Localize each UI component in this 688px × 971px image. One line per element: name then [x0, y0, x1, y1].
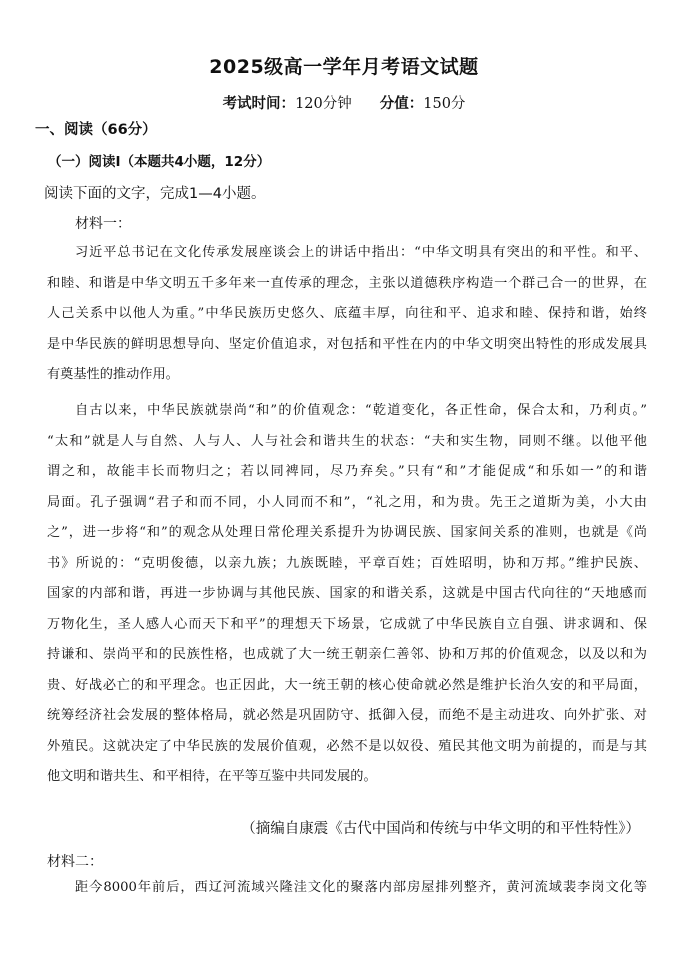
text-line: 距今8000年前后，西辽河流域兴隆洼文化的聚落内部房屋排列整齐，黄河流域裴李岗文化等: [75, 880, 647, 895]
text-line: 是中华民族的鲜明思想导向、坚定价值追求，对包括和平性在内的中华文明突出特性的形成发展具: [47, 336, 647, 352]
text-line: 外殖民。这就决定了中华民族的发展价值观，必然不是以奴役、殖民其他文明为前提的，而是与其: [47, 738, 647, 754]
time-label: 考试时间：: [222, 95, 296, 112]
text-line: 书》所说的：“克明俊德，以亲九族；九族既睦，平章百姓；百姓昭明，协和万邦。”维护民族、: [47, 555, 647, 571]
material-one-paragraph-1: [47, 238, 647, 391]
subsection-heading: （一）阅读Ⅰ（本题共4小题，12分）: [48, 154, 271, 170]
text-line: 统筹经济社会发展的整体格局，就必然是巩固防守、抵御入侵，而绝不是主动进攻、向外扩张、对: [47, 708, 647, 723]
material-one-label: 材料一：: [75, 216, 131, 232]
text-line: “太和”就是人与自然、人与人、人与社会和谐共生的状态：“夫和实生物，同则不继。以他平他: [47, 433, 647, 449]
text-line: 之”，进一步将“和”的观念从处理日常伦理关系提升为协调民族、国家间关系的准则，也就是《尚: [47, 525, 647, 540]
instruction-text: 阅读下面的文字，完成1—4小题。: [44, 186, 266, 202]
material-two-label: 材料二：: [47, 854, 103, 870]
score-value: 150分: [423, 96, 466, 112]
text-line: 谓之和，故能丰长而物归之；若以同裨同，尽乃弃矣。”只有“和”才能促成“和乐如一”的和谐: [47, 464, 647, 479]
exam-title: 2025级高一学年月考语文试题: [209, 56, 479, 78]
text-line: 他文明和谐共生、和平相待，在平等互鉴中共同发展的。: [47, 769, 377, 784]
text-line: 自古以来，中华民族就崇尚“和”的价值观念：“乾道变化，各正性命，保合太和，乃利贞。”: [75, 403, 647, 418]
exam-info: [0, 92, 688, 113]
text-line: 人己关系中以他人为重。”中华民族历史悠久、底蕴丰厚，向往和平、追求和睦、保持和谐，始终: [47, 306, 647, 321]
text-line: 和睦、和谐是中华文明五千多年来一直传承的理念，主张以道德秩序构造一个群己合一的世界，在: [47, 275, 647, 291]
text-line: 万物化生，圣人感人心而天下和平”的理想天下场景，它成就了中华民族自立自强、讲求调和、保: [47, 616, 647, 632]
text-line: 习近平总书记在文化传承发展座谈会上的讲话中指出：“中华文明具有突出的和平性。和平、: [75, 245, 647, 260]
material-one-paragraph-2: [47, 396, 647, 793]
source-citation: （摘编自康震《古代中国尚和传统与中华文明的和平性特性》）: [241, 821, 640, 837]
time-value: 120分钟: [295, 96, 352, 112]
text-line: 局面。孔子强调“君子和而不同，小人同而不和”，“礼之用，和为贵。先王之道斯为美，小大由: [47, 494, 647, 510]
score-label: 分值：: [379, 95, 424, 112]
section-heading: 一、阅读（66分）: [35, 122, 157, 138]
text-line: 持谦和、崇尚平和的民族性格，也成就了大一统王朝亲仁善邻、协和万邦的价值观念，以及以和为: [47, 647, 647, 662]
text-line: 国家的内部和谐，再进一步协调与其他民族、国家的和谐关系，这就是中国古代向往的“天地感而: [47, 586, 647, 601]
material-two-paragraph-1: [47, 873, 647, 904]
text-line: 有奠基性的推动作用。: [47, 367, 179, 382]
text-line: 贵、好战必亡的和平理念。也正因此，大一统王朝的核心使命就必然是维护长治久安的和平局面，: [47, 677, 647, 693]
